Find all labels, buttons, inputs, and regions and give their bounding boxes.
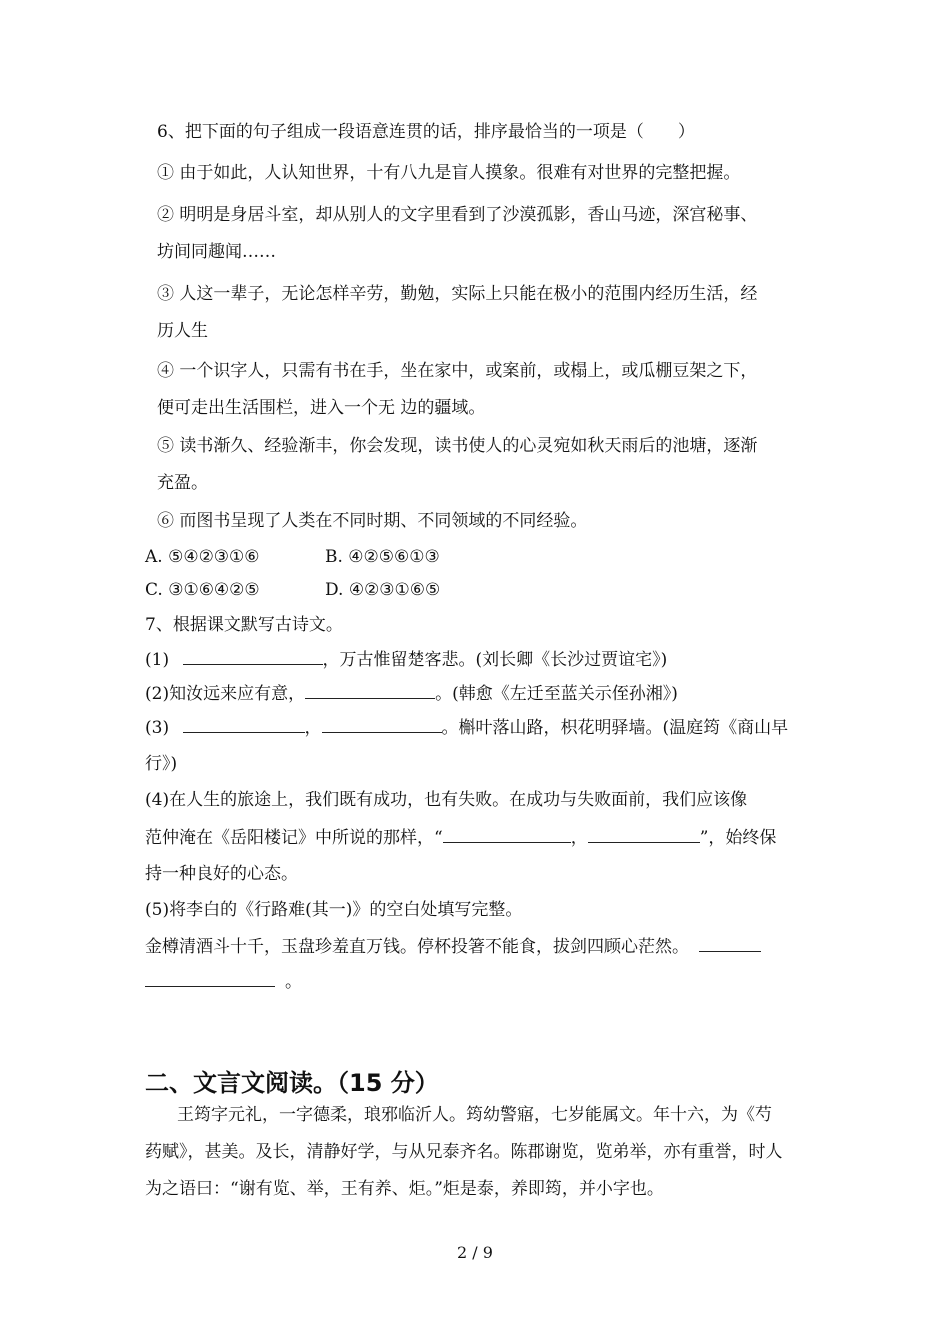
q6-option-d[interactable]: D. ④②③①⑥⑤ (325, 580, 441, 600)
q6-sentence-2b: 坊间同趣闻…… (157, 242, 276, 262)
q7-p4-pre: 范仲淹在《岳阳楼记》中所说的那样，“ (145, 828, 443, 848)
q7-p3-blank-2[interactable] (322, 716, 442, 733)
q6-options-row-2 (145, 579, 440, 601)
q7-p3-comma: ， (304, 718, 322, 738)
q7-p1-number: (1) (145, 650, 170, 670)
q7-part-4b (145, 826, 776, 849)
q7-p5-blank-1[interactable] (699, 935, 761, 952)
q7-p4-blank-2[interactable] (588, 826, 700, 843)
q7-stem: 7、根据课文默写古诗文。 (145, 615, 343, 635)
q7-part-5-end (145, 970, 302, 993)
q7-part-5-poem (145, 935, 761, 958)
q7-p2-blank[interactable] (305, 682, 435, 699)
q6-option-b[interactable]: B. ④②⑤⑥①③ (325, 547, 440, 567)
q6-sentence-3a: ③ 人这一辈子，无论怎样辛劳，勤勉，实际上只能在极小的范围内经历生活，经 (157, 284, 758, 304)
q7-part-4c: 持一种良好的心态。 (145, 864, 298, 884)
q6-sentence-5b: 充盈。 (157, 473, 208, 493)
q7-part-3 (145, 716, 788, 739)
passage-line-3: 为之语曰：“谢有览、举，王有养、炬。”炬是泰，养即筠，并小字也。 (145, 1179, 664, 1199)
q6-option-c[interactable]: C. ③①⑥④②⑤ (145, 580, 260, 600)
q7-p5-end: 。 (285, 972, 302, 992)
q6-sentence-3b: 历人生 (157, 321, 208, 341)
q7-p4-post: ”，始终保 (699, 828, 777, 848)
q7-part-1 (145, 648, 667, 671)
q7-p5-blank-2[interactable] (145, 970, 275, 987)
q7-p4-comma: ， (570, 828, 588, 848)
q7-part-4a: (4)在人生的旅途上，我们既有成功，也有失败。在成功与失败面前，我们应该像 (145, 790, 748, 810)
q7-part-5: (5)将李白的《行路难(其一)》的空白处填写完整。 (145, 900, 523, 920)
passage-line-1: 王筠字元礼，一字德柔，琅邪临沂人。筠幼警寤，七岁能属文。年十六，为《芍 (177, 1105, 772, 1125)
page-number: 2 / 9 (457, 1243, 493, 1262)
q6-stem: 6、把下面的句子组成一段语意连贯的话，排序最恰当的一项是（ ） (157, 122, 695, 142)
q6-options-row-1 (145, 546, 440, 568)
q6-sentence-2a: ② 明明是身居斗室，却从别人的文字里看到了沙漠孤影，香山马迹，深宫秘事、 (157, 205, 758, 225)
q6-option-a[interactable]: A. ⑤④②③①⑥ (145, 547, 260, 567)
q7-p4-blank-1[interactable] (443, 826, 571, 843)
q7-part-3-cont: 行》) (145, 754, 178, 774)
q6-sentence-6: ⑥ 而图书呈现了人类在不同时期、不同领域的不同经验。 (157, 511, 588, 531)
q7-p2-post: 。(韩愈《左迁至蓝关示侄孙湘》) (435, 684, 678, 704)
q6-sentence-1: ① 由于如此，人认知世界，十有八九是盲人摸象。很难有对世界的完整把握。 (157, 163, 741, 183)
q6-sentence-5a: ⑤ 读书渐久、经验渐丰，你会发现，读书使人的心灵宛如秋天雨后的池塘，逐渐 (157, 436, 758, 456)
passage-line-2: 药赋》，甚美。及长，清静好学，与从兄泰齐名。陈郡谢览，览弟举，亦有重誉，时人 (145, 1142, 783, 1162)
q7-p3-post: 。槲叶落山路，枳花明驿墙。(温庭筠《商山早 (441, 718, 789, 738)
q6-sentence-4b: 便可走出生活围栏，进入一个无 边的疆域。 (157, 398, 486, 418)
q7-p3-blank-1[interactable] (183, 716, 305, 733)
q7-p5-poem-text: 金樽清酒斗十千，玉盘珍羞直万钱。停杯投箸不能食，拔剑四顾心茫然。 (145, 937, 689, 957)
q7-p1-blank[interactable] (183, 648, 323, 665)
q7-p1-text: ，万古惟留楚客悲。(刘长卿《长沙过贾谊宅》) (322, 650, 668, 670)
q7-part-2 (145, 682, 678, 705)
section-2-heading: 二、文言文阅读。（15 分） (145, 1069, 439, 1097)
q7-p3-number: (3) (145, 718, 170, 738)
q6-sentence-4a: ④ 一个识字人，只需有书在手，坐在家中，或案前，或榻上，或瓜棚豆架之下， (157, 361, 758, 381)
q7-p2-pre: (2)知汝远来应有意， (145, 684, 306, 704)
